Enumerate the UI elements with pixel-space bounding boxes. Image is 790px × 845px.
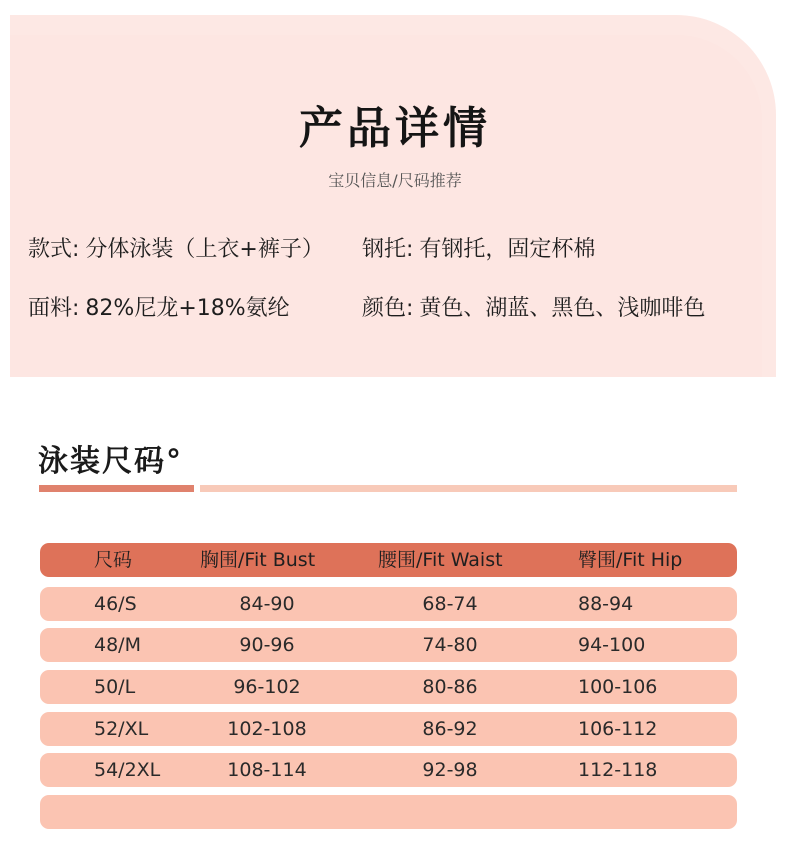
bust-cell: 90-96 [239,634,295,656]
spec-value: 有钢托，固定杯棉 [419,237,596,262]
column-header-waist: 腰围/Fit Waist [378,549,503,571]
hip-cell: 94-100 [578,634,646,656]
page-subtitle: 宝贝信息/尺码推荐 [328,171,462,190]
spec-value: 82%尼龙+18%氨纶 [85,296,290,321]
column-header-size: 尺码 [94,549,133,571]
waist-cell: 86-92 [422,718,478,740]
spec-style [28,232,324,263]
hip-cell: 100-106 [578,676,658,698]
waist-cell: 74-80 [422,634,478,656]
spec-label: 面料: [28,296,80,321]
size-cell: 50/L [94,676,136,698]
spec-fabric [28,291,290,322]
product-info-panel [10,15,776,377]
size-cell: 48/M [94,634,141,656]
hip-cell: 112-118 [578,759,658,781]
bust-cell: 102-108 [227,718,307,740]
spec-underwire [362,232,595,263]
size-cell: 52/XL [94,718,149,740]
table-header-row [40,543,737,577]
spec-label: 钢托: [362,237,414,262]
spec-value: 黄色、湖蓝、黑色、浅咖啡色 [419,296,706,321]
heading-underline-accent [39,485,194,492]
table-row-empty [40,795,737,829]
page-title: 产品详情 [299,103,491,154]
bust-cell: 84-90 [239,593,295,615]
size-cell: 46/S [94,593,137,615]
heading-underline [200,485,737,492]
size-cell: 54/2XL [94,759,161,781]
table-row [40,628,737,662]
table-row [40,712,737,746]
bust-cell: 108-114 [227,759,307,781]
table-row [40,670,737,704]
spec-label: 款式: [28,237,80,262]
waist-cell: 92-98 [422,759,478,781]
hip-cell: 106-112 [578,718,658,740]
bust-cell: 96-102 [233,676,301,698]
panel-inner-curve [10,35,762,377]
table-row [40,587,737,621]
spec-value: 分体泳装（上衣+裤子） [85,237,324,262]
spec-label: 颜色: [362,296,414,321]
hip-cell: 88-94 [578,593,634,615]
waist-cell: 80-86 [422,676,478,698]
column-header-bust: 胸围/Fit Bust [200,549,316,571]
spec-colors [362,291,705,322]
waist-cell: 68-74 [422,593,478,615]
table-row [40,753,737,787]
size-section-heading: 泳装尺码° [38,444,183,479]
column-header-hip: 臀围/Fit Hip [578,549,683,571]
